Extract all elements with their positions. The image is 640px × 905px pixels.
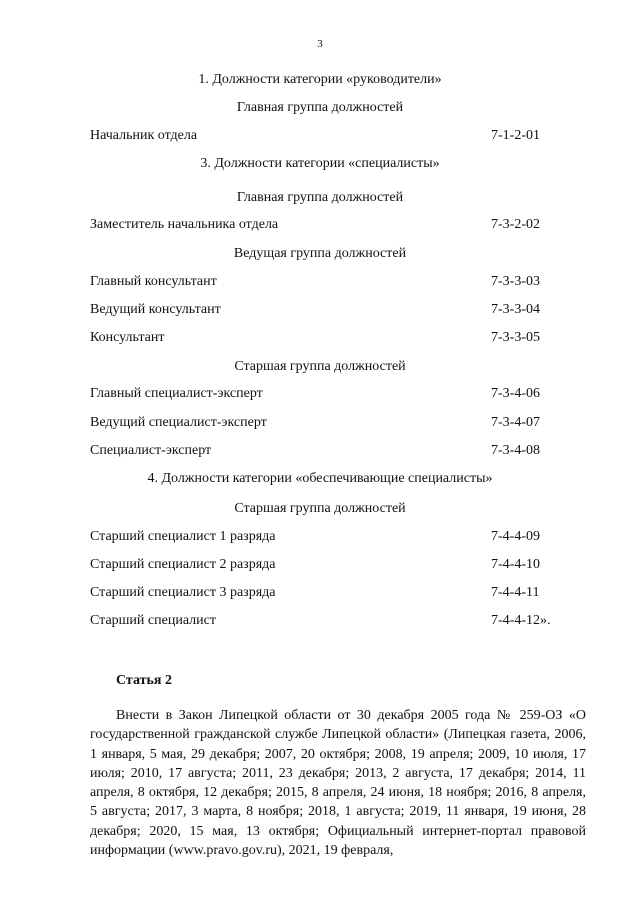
position-code: 7-4-4-09 (491, 529, 540, 544)
category-4-heading: 4. Должности категории «обеспечивающие специалисты» (147, 471, 493, 486)
position-code: 7-3-4-07 (491, 415, 540, 430)
position-name: Главный специалист-эксперт (90, 386, 263, 401)
position-code: 7-1-2-01 (491, 128, 540, 143)
position-code: 7-3-2-02 (491, 217, 540, 232)
position-name: Начальник отдела (90, 128, 198, 143)
position-code: 7-3-4-08 (491, 443, 540, 458)
position-code: 7-3-3-03 (491, 274, 540, 289)
position-code: 7-4-4-10 (491, 557, 540, 572)
position-name: Специалист-эксперт (90, 443, 212, 458)
position-code: 7-3-4-06 (491, 386, 540, 401)
article-paragraph: Внести в Закон Липецкой области от 30 декабря 2005 года № 259-ОЗ «О государственной гражданской службе Липецкой области» (Липецкая газета, 2006, 1 января, 5 мая, 29 декабря; 2007, 20 октября; 2008, 19 апреля; 2009, 10 июля, 17 июля; 2010, 17 августа; 2011, 23 декабря; 2013, 2 августа, 17 декабря; 2014, 11 апреля, 8 октября, 12 декабря; 2015, 8 апреля, 24 июня, 18 ноября; 2016, 8 апреля, 5 августа; 2017, 3 марта, 8 ноября; 2018, 1 августа; 2019, 11 января, 19 июня, 28 декабря; 2020, 15 мая, 13 октября; Официальный интернет-портал правовой информации (www.pravo.gov.ru), 2021, 19 февраля, (90, 708, 586, 859)
position-name: Старший специалист 1 разряда (90, 529, 276, 544)
article-title: Статья 2 (116, 673, 172, 688)
position-name: Заместитель начальника отдела (90, 217, 279, 232)
group-heading-main-1: Главная группа должностей (236, 100, 404, 115)
position-name: Старший специалист 2 разряда (90, 557, 276, 572)
position-code: 7-4-4-11 (491, 585, 540, 600)
group-heading-lead: Ведущая группа должностей (233, 246, 407, 261)
position-code: 7-3-3-04 (491, 302, 540, 317)
group-heading-senior-3: Старшая группа должностей (234, 359, 406, 374)
position-name: Старший специалист (90, 613, 216, 628)
page-number: 3 (317, 38, 323, 50)
category-1-heading: 1. Должности категории «руководители» (198, 72, 442, 87)
position-name: Ведущий консультант (90, 302, 221, 317)
position-name: Ведущий специалист-эксперт (90, 415, 267, 430)
group-heading-main-3: Главная группа должностей (236, 190, 404, 205)
position-name: Старший специалист 3 разряда (90, 585, 276, 600)
group-heading-senior-4: Старшая группа должностей (234, 501, 406, 516)
position-name: Главный консультант (90, 274, 217, 289)
category-3-heading: 3. Должности категории «специалисты» (200, 156, 440, 171)
position-code: 7-3-3-05 (491, 330, 540, 345)
position-code: 7-4-4-12». (491, 613, 551, 628)
position-name: Консультант (90, 330, 165, 345)
